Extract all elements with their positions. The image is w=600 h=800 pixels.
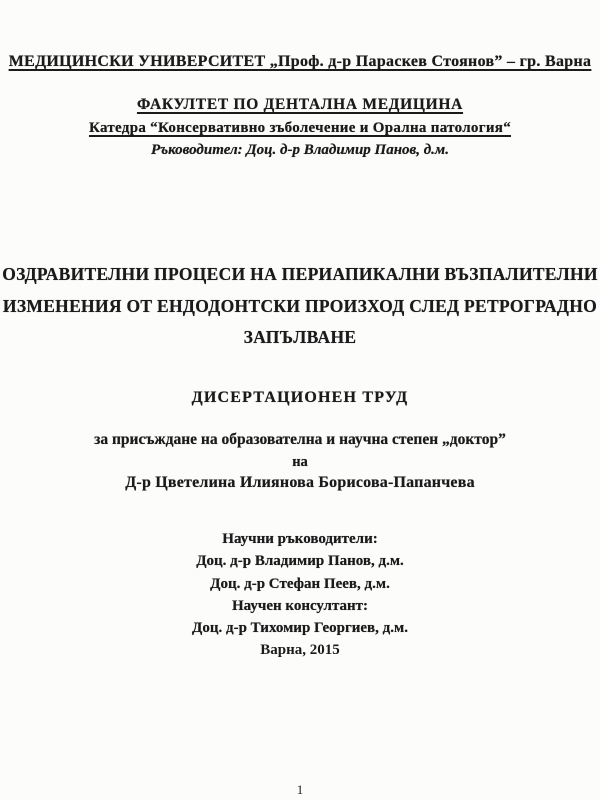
supervisors-heading: Научни ръководители: (222, 531, 378, 547)
city-year: Варна, 2015 (260, 642, 340, 659)
doc-type-label: ДИСЕРТАЦИОНЕН ТРУД (191, 389, 409, 406)
preposition-na: на (292, 454, 308, 470)
supervisor-item-2: Доц. д-р Стефан Пеев, д.м. (210, 575, 390, 592)
dissertation-title-line-2: ИЗМЕНЕНИЯ ОТ ЕНДОДОНТСКИ ПРОИЗХОД СЛЕД РЕТРОГРАДНО (2, 295, 598, 316)
supervisor-item-1: Доц. д-р Владимир Панов, д.м. (196, 553, 404, 570)
author-name: Д-р Цветелина Илиянова Борисова-Папанчева (125, 474, 475, 491)
department-head-line: Ръководител: Доц. д-р Владимир Панов, д.м. (151, 142, 449, 158)
page-number: 1 (296, 782, 304, 797)
dissertation-title-line-3: ЗАПЪЛВАНЕ (243, 327, 357, 347)
faculty-line: ФАКУЛТЕТ ПО ДЕНТАЛНА МЕДИЦИНА (136, 96, 464, 113)
degree-purpose-line: за присъждане на образователна и научна степен „доктор” (94, 431, 506, 448)
university-line: МЕДИЦИНСКИ УНИВЕРСИТЕТ „Проф. д-р Параскев Стоянов” – гр. Варна (8, 53, 592, 70)
supervisors-block (0, 528, 600, 662)
department-line: Катедра “Консервативно зъболечение и Орална патология“ (88, 120, 511, 136)
dissertation-title (0, 259, 600, 354)
consultant-item-1: Доц. д-р Тихомир Георгиев, д.м. (192, 620, 408, 637)
consultant-heading: Научен консултант: (231, 597, 369, 614)
dissertation-title-line-1: ОЗДРАВИТЕЛНИ ПРОЦЕСИ НА ПЕРИАПИКАЛНИ ВЪЗПАЛИТЕЛНИ (2, 264, 598, 284)
